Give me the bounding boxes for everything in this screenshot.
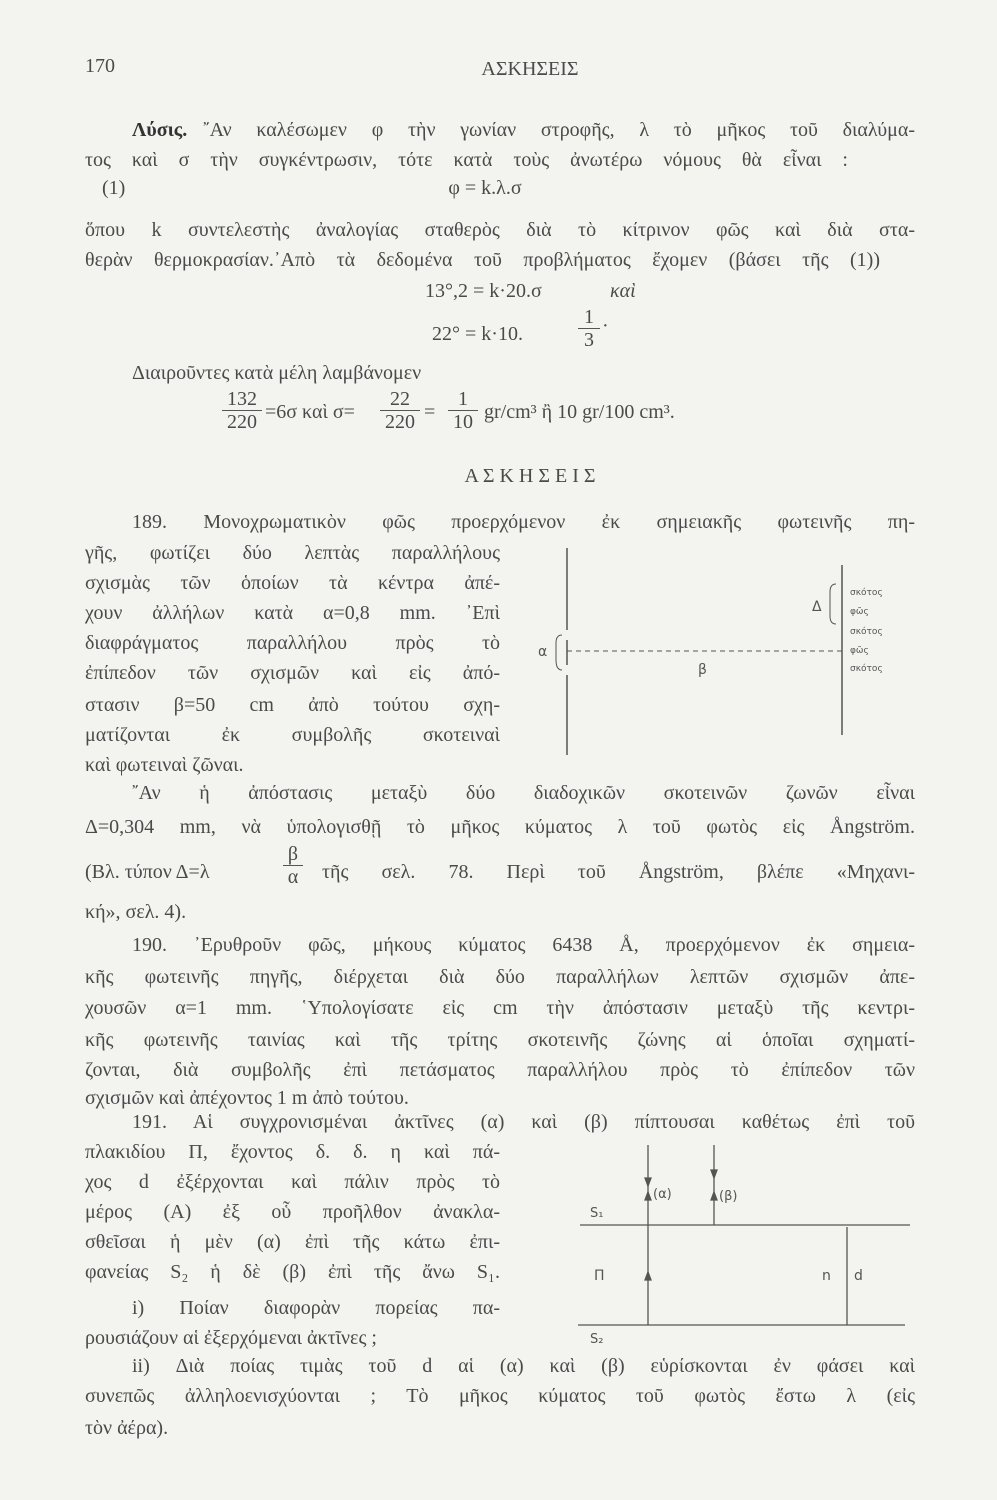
exercise-189-line: ῎Αν ἡ ἀπόστασις μεταξὺ δύο διαδοχικῶν σκοτεινῶν ζωνῶν εἶναι (132, 782, 915, 804)
band-label: σκότος (850, 588, 883, 598)
fraction (380, 388, 420, 433)
denominator: 10 (453, 411, 473, 433)
solution-line: Διαιροῦντες κατὰ μέλη λαμβάνομεν (132, 362, 422, 384)
plate-label: Π (594, 1268, 605, 1284)
reference-text: (Βλ. τύπον Δ=λ (85, 861, 210, 883)
delta-label: Δ (812, 599, 822, 615)
question-ii: ii) Διὰ ποίας τιμὰς τοῦ d αἱ (α) καὶ (β) εὑρίσκονται ἐν φάσει καὶ (132, 1355, 915, 1377)
exercise-191-line: 191. Αἱ συγχρονισμέναι ἀκτῖνες (α) καὶ (β) πίπτουσαι καθέτως ἐπὶ τοῦ (132, 1111, 915, 1133)
ray-b-label: (β) (719, 1189, 738, 1204)
surface-s2-label: S₂ (590, 1332, 604, 1347)
running-title: ΑΣΚΗΣΕΙΣ (481, 58, 579, 80)
numerator: 1 (578, 306, 600, 329)
numerator: 132 (222, 388, 262, 411)
fraction (283, 843, 303, 888)
exercise-191-line: μέρος (Α) ἐξ οὗ προῆλθον ἀνακλα- (85, 1201, 500, 1223)
solution-label: Λύσις. (132, 119, 188, 141)
surface-s1-label: S₁ (590, 1206, 604, 1221)
question-i: ρουσιάζουν αἱ ἐξερχόμεναι ἀκτῖνες ; (85, 1327, 377, 1349)
equation: φ = k.λ.σ (448, 177, 522, 199)
ray-a-label: (α) (653, 1187, 672, 1202)
band-label: σκότος (850, 664, 883, 674)
equation-end: · (602, 315, 609, 337)
equation: =6σ καὶ σ= (265, 401, 355, 423)
equation-and: καὶ (610, 280, 636, 302)
exercise-189-line: χουν ἀλλήλων κατὰ α=0,8 mm. ᾽Επὶ (85, 602, 500, 624)
band-label: φῶς (850, 646, 869, 656)
exercise-191-line: χος d ἐξέρχονται καὶ πάλιν πρὸς τὸ (85, 1171, 500, 1193)
index-n-label: n (822, 1268, 831, 1284)
exercise-191-line: σθεῖσαι ἡ μὲν (α) ἐπὶ τῆς κάτω ἐπι- (85, 1231, 500, 1253)
exercise-190-line: σχισμῶν καὶ ἀπέχοντος 1 m ἀπὸ τούτου. (85, 1087, 409, 1109)
exercise-189-line: σχισμὰς τῶν ὁποίων τὰ κέντρα ἀπέ- (85, 572, 500, 594)
exercise-190-line: κῆς φωτεινῆς ταινίας καὶ τῆς τρίτης σκοτεινῆς ζώνης αἱ ὁποῖαι σχηματί- (85, 1029, 915, 1051)
section-title: Α Σ Κ Η Σ Ε Ι Σ (464, 465, 596, 487)
thin-plate-diagram (570, 1140, 915, 1350)
exercise-189-line: γῆς, φωτίζει δύο λεπτὰς παραλλήλους (85, 542, 500, 564)
fraction (448, 388, 478, 433)
equation: 22° = k·10. (432, 323, 523, 345)
equation: gr/cm³ ἢ 10 gr/100 cm³. (484, 401, 675, 423)
fraction (222, 388, 262, 433)
exercise-191-line: φανείας S₂ ἡ δὲ (β) ἐπὶ τῆς ἄνω S₁. (85, 1261, 500, 1283)
denominator: 3 (584, 329, 594, 351)
band-label: φῶς (850, 607, 869, 617)
exercise-190-line: χουσῶν α=1 mm. ῾Υπολογίσατε εἰς cm τὴν ἀπόστασιν μεταξὺ τῆς κεντρι- (85, 997, 915, 1019)
thickness-d-label: d (854, 1268, 863, 1284)
exercise-191-line: πλακιδίου Π, ἔχοντος δ. δ. η καὶ πά- (85, 1141, 500, 1163)
denominator: α (287, 866, 299, 888)
fraction (578, 306, 600, 351)
denominator: 220 (385, 411, 415, 433)
page-number: 170 (85, 55, 115, 77)
exercise-189-line: στασιν β=50 cm ἀπὸ τούτου σχη- (85, 694, 500, 716)
exercise-189-line: διαφράγματος παραλλήλου πρὸς τὸ (85, 632, 500, 654)
exercise-189-line: 189. Μονοχρωματικὸν φῶς προερχόμενον ἐκ σημειακῆς φωτεινῆς πη- (132, 511, 915, 533)
numerator: 22 (380, 388, 420, 411)
alpha-label: α (538, 644, 548, 660)
equation: 13°,2 = k·20.σ (425, 280, 542, 302)
numerator: 1 (448, 388, 478, 411)
exercise-190-line: 190. ᾽Ερυθροῦν φῶς, μήκους κύματος 6438 Å, προερχόμενον ἐκ σημεια- (132, 934, 915, 956)
exercise-190-line: κῆς φωτεινῆς πηγῆς, διέρχεται διὰ δύο παραλλήλων λεπτῶν σχισμῶν ἀπε- (85, 966, 915, 988)
question-ii: συνεπῶς ἀλληλοενισχύονται ; Τὸ μῆκος κύματος τοῦ φωτὸς ἔστω λ (εἰς (85, 1385, 915, 1407)
denominator: 220 (227, 411, 257, 433)
reference-text: κή», σελ. 4). (85, 901, 187, 923)
exercise-190-line: ζονται, διὰ συμβολῆς ἐπὶ πετάσματος παραλλήλου πρὸς τὸ ἐπίπεδον τῶν (85, 1059, 915, 1081)
band-label: σκότος (850, 627, 883, 637)
exercise-189-line: Δ=0,304 mm, νὰ ὑπολογισθῇ τὸ μῆκος κύματος λ τοῦ φωτὸς εἰς Ångström. (85, 816, 915, 838)
solution-line: ῎Αν καλέσωμεν φ τὴν γωνίαν στροφῆς, λ τὸ μῆκος τοῦ διαλύμα- (203, 119, 915, 141)
beta-label: β (698, 662, 707, 678)
solution-line: θερὰν θερμοκρασίαν.᾽Απὸ τὰ δεδομένα τοῦ προβλήματος ἔχομεν (βάσει τῆς (1)) (85, 249, 880, 271)
exercise-189-line: καὶ φωτειναὶ ζῶναι. (85, 754, 244, 776)
question-i: i) Ποίαν διαφορὰν πορείας πα- (132, 1297, 500, 1319)
exercise-189-line: ἐπίπεδον τῶν σχισμῶν καὶ εἰς ἀπό- (85, 662, 500, 684)
equation-label: (1) (102, 177, 126, 199)
solution-line: ὅπου k συντελεστὴς ἀναλογίας σταθερὸς διὰ τὸ κίτρινον φῶς καὶ διὰ στα- (85, 219, 915, 241)
question-ii: τὸν ἀέρα). (85, 1417, 169, 1439)
double-slit-diagram (520, 540, 900, 765)
equation: = (424, 401, 436, 423)
numerator: β (283, 843, 303, 866)
reference-text: τῆς σελ. 78. Περὶ τοῦ Ångström, βλέπε «Μηχανι- (322, 861, 915, 883)
exercise-189-line: ματίζονται ἐκ συμβολῆς σκοτειναὶ (85, 724, 500, 746)
solution-line: τος καὶ σ τὴν συγκέντρωσιν, τότε κατὰ τοὺς ἀνωτέρω νόμους θὰ εἶναι : (85, 149, 848, 171)
